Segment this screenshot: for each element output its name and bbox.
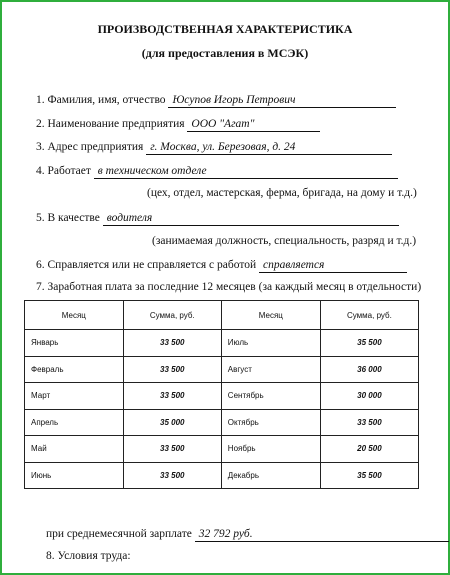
copes-value: справляется xyxy=(259,259,407,273)
month-cell: Январь xyxy=(25,330,124,357)
month-cell: Март xyxy=(25,383,124,410)
org-value: ООО "Агат" xyxy=(187,118,320,132)
works-value: в техническом отделе xyxy=(94,165,398,179)
fio-label: 1. Фамилия, имя, отчество xyxy=(36,94,166,106)
address-value: г. Москва, ул. Березовая, д. 24 xyxy=(146,141,392,155)
sum-cell: 33 500 xyxy=(123,383,221,410)
table-row xyxy=(25,462,419,489)
works-note: (цех, отдел, мастерская, ферма, бригада, на дому и т.д.) xyxy=(147,187,417,199)
copes-row xyxy=(36,259,407,273)
position-value: водителя xyxy=(103,212,399,226)
position-label: 5. В качестве xyxy=(36,212,100,224)
sum-cell: 35 000 xyxy=(123,409,221,436)
sum-cell: 33 500 xyxy=(123,436,221,463)
month-cell: Сентябрь xyxy=(221,383,320,410)
sum-cell: 35 500 xyxy=(320,330,418,357)
position-note: (занимаемая должность, специальность, разряд и т.д.) xyxy=(152,235,417,247)
avg-salary-value: 32 792 руб. xyxy=(195,528,449,542)
position-row xyxy=(36,212,399,226)
month-cell: Октябрь xyxy=(221,409,320,436)
sum-cell: 33 500 xyxy=(123,330,221,357)
month-cell: Февраль xyxy=(25,356,124,383)
salary-table xyxy=(24,300,419,489)
header-sum-2: Сумма, руб. xyxy=(320,301,418,330)
month-cell: Июнь xyxy=(25,462,124,489)
table-row xyxy=(25,330,419,357)
sum-cell: 33 500 xyxy=(320,409,418,436)
works-row xyxy=(36,165,398,179)
sum-cell: 35 500 xyxy=(320,462,418,489)
header-month-2: Месяц xyxy=(221,301,320,330)
table-row xyxy=(25,383,419,410)
org-row xyxy=(36,118,320,132)
month-cell: Декабрь xyxy=(221,462,320,489)
avg-salary-label: при среднемесячной зарплате xyxy=(46,528,192,540)
header-month-1: Месяц xyxy=(25,301,124,330)
sum-cell: 30 000 xyxy=(320,383,418,410)
table-row xyxy=(25,356,419,383)
month-cell: Апрель xyxy=(25,409,124,436)
address-row xyxy=(36,141,392,155)
sum-cell: 20 500 xyxy=(320,436,418,463)
document-title: ПРОИЗВОДСТВЕННАЯ ХАРАКТЕРИСТИКА xyxy=(97,22,353,36)
month-cell: Июль xyxy=(221,330,320,357)
table-row xyxy=(25,436,419,463)
month-cell: Август xyxy=(221,356,320,383)
month-cell: Май xyxy=(25,436,124,463)
copes-label: 6. Справляется или не справляется с работой xyxy=(36,259,257,271)
sum-cell: 33 500 xyxy=(123,356,221,383)
works-label: 4. Работает xyxy=(36,165,91,177)
fio-row xyxy=(36,94,396,108)
address-label: 3. Адрес предприятия xyxy=(36,141,144,153)
table-header-row xyxy=(25,301,419,330)
org-label: 2. Наименование предприятия xyxy=(36,118,185,130)
conditions-label: 8. Условия труда: xyxy=(46,550,131,562)
month-cell: Ноябрь xyxy=(221,436,320,463)
table-row xyxy=(25,409,419,436)
sum-cell: 33 500 xyxy=(123,462,221,489)
fio-value: Юсупов Игорь Петрович xyxy=(168,94,396,108)
document-subtitle: (для предоставления в МСЭК) xyxy=(141,46,309,60)
avg-salary-row xyxy=(46,528,449,542)
sum-cell: 36 000 xyxy=(320,356,418,383)
salary-label: 7. Заработная плата за последние 12 месяцев (за каждый месяц в отдельности) xyxy=(36,281,422,293)
header-sum-1: Сумма, руб. xyxy=(123,301,221,330)
